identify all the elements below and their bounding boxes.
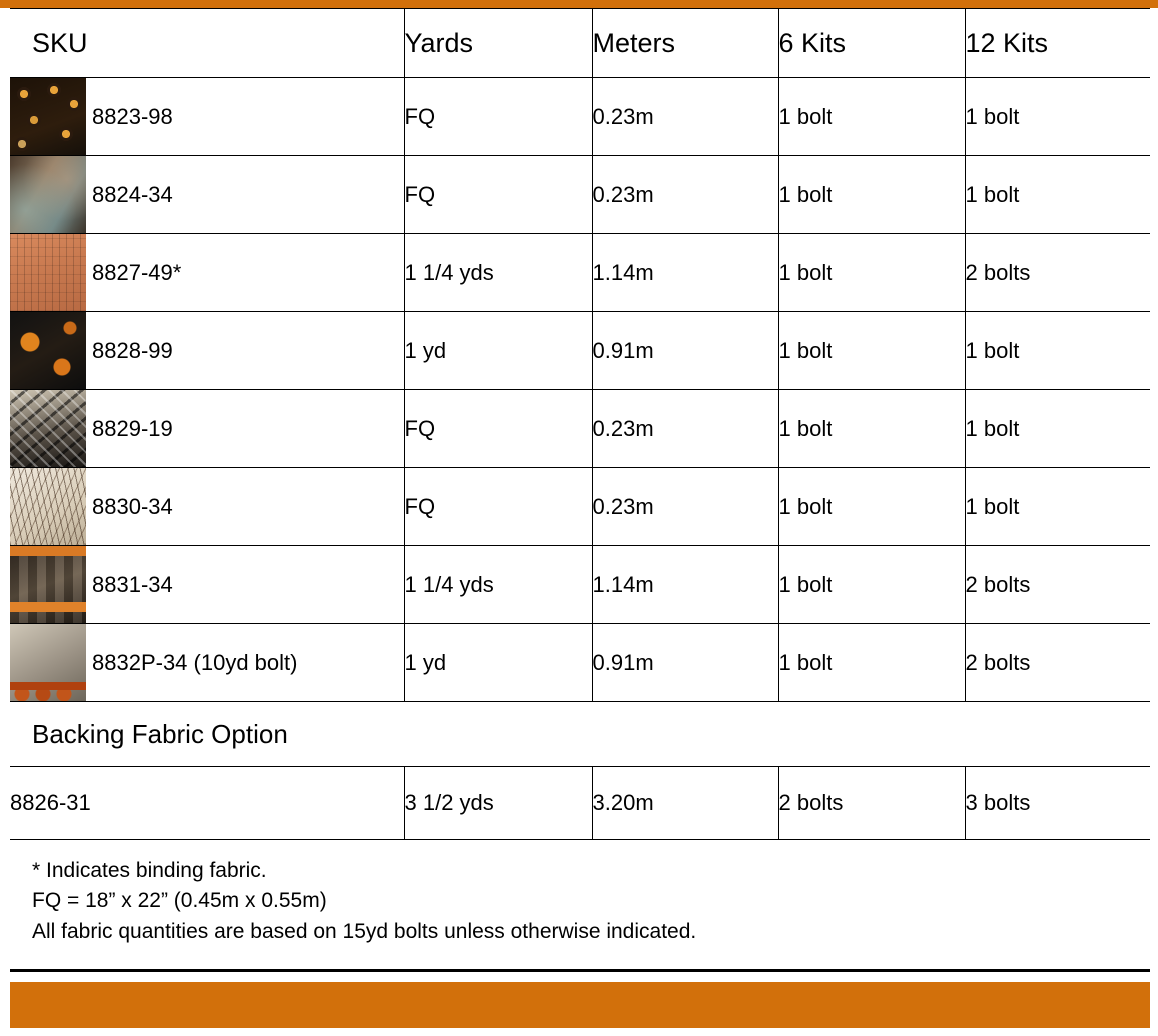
cell-12-kits: 2 bolts: [965, 234, 1150, 312]
cell-12-kits: 1 bolt: [965, 312, 1150, 390]
cell-sku: 8832P-34 (10yd bolt): [92, 624, 404, 702]
cell-meters: 3.20m: [592, 767, 778, 840]
table-row: [10, 78, 1150, 156]
cell-6-kits: 1 bolt: [778, 78, 965, 156]
cell-12-kits: 1 bolt: [965, 156, 1150, 234]
cell-meters: 0.91m: [592, 312, 778, 390]
cell-6-kits: 1 bolt: [778, 156, 965, 234]
cell-6-kits: 1 bolt: [778, 390, 965, 468]
column-header-meters: Meters: [592, 9, 778, 78]
cell-yards: FQ: [404, 78, 592, 156]
cell-sku: 8831-34: [92, 546, 404, 624]
fabric-swatch-8824-34: [10, 156, 86, 233]
fabric-requirements-table: [10, 8, 1150, 972]
fabric-swatch-8830-34: [10, 468, 86, 545]
cell-sku: 8830-34: [92, 468, 404, 546]
fabric-swatch-8827-49: [10, 234, 86, 311]
table-row-backing: [10, 767, 1150, 840]
cell-yards: FQ: [404, 468, 592, 546]
fabric-swatch-cell: [10, 156, 92, 234]
table-header: [10, 9, 1150, 78]
cell-6-kits: 1 bolt: [778, 234, 965, 312]
column-header-12-kits: 12 Kits: [965, 9, 1150, 78]
notes-cell: [10, 840, 1150, 971]
cell-12-kits: 1 bolt: [965, 468, 1150, 546]
cell-yards: 3 1/2 yds: [404, 767, 592, 840]
column-header-yards: Yards: [404, 9, 592, 78]
cell-6-kits: 1 bolt: [778, 312, 965, 390]
cell-meters: 0.23m: [592, 468, 778, 546]
cell-yards: 1 1/4 yds: [404, 546, 592, 624]
cell-meters: 0.23m: [592, 390, 778, 468]
fabric-swatch-cell: [10, 78, 92, 156]
backing-fabric-section-title: Backing Fabric Option: [10, 702, 1150, 767]
fabric-swatch-cell: [10, 546, 92, 624]
table-body: [10, 78, 1150, 971]
cell-12-kits: 3 bolts: [965, 767, 1150, 840]
cell-yards: FQ: [404, 156, 592, 234]
fabric-swatch-8823-98: [10, 78, 86, 155]
fabric-swatch-8832P-34: [10, 624, 86, 701]
table-row: [10, 312, 1150, 390]
note-bolt-basis: All fabric quantities are based on 15yd bolts unless otherwise indicated.: [32, 919, 697, 943]
note-binding-fabric: * Indicates binding fabric.: [32, 859, 267, 882]
cell-yards: 1 1/4 yds: [404, 234, 592, 312]
cell-sku: 8824-34: [92, 156, 404, 234]
cell-6-kits: 2 bolts: [778, 767, 965, 840]
cell-12-kits: 2 bolts: [965, 546, 1150, 624]
table-row: [10, 234, 1150, 312]
cell-meters: 0.91m: [592, 624, 778, 702]
bottom-accent-bar: [10, 982, 1150, 1028]
cell-sku: 8826-31: [10, 767, 404, 840]
cell-6-kits: 1 bolt: [778, 468, 965, 546]
fabric-swatch-cell: [10, 234, 92, 312]
fabric-swatch-cell: [10, 390, 92, 468]
cell-meters: 1.14m: [592, 234, 778, 312]
cell-12-kits: 1 bolt: [965, 390, 1150, 468]
cell-6-kits: 1 bolt: [778, 546, 965, 624]
fabric-swatch-8828-99: [10, 312, 86, 389]
table-row: [10, 390, 1150, 468]
cell-6-kits: 1 bolt: [778, 624, 965, 702]
cell-sku: 8829-19: [92, 390, 404, 468]
column-header-6-kits: 6 Kits: [778, 9, 965, 78]
table-row: [10, 624, 1150, 702]
header-row: [10, 9, 1150, 78]
cell-meters: 0.23m: [592, 156, 778, 234]
top-accent-bar: [0, 0, 1158, 8]
table-row: [10, 156, 1150, 234]
table-row: [10, 468, 1150, 546]
table-row: [10, 546, 1150, 624]
cell-meters: 1.14m: [592, 546, 778, 624]
fabric-swatch-cell: [10, 312, 92, 390]
cell-yards: FQ: [404, 390, 592, 468]
section-header-row: [10, 702, 1150, 767]
cell-meters: 0.23m: [592, 78, 778, 156]
fabric-swatch-cell: [10, 468, 92, 546]
cell-12-kits: 1 bolt: [965, 78, 1150, 156]
column-header-sku: SKU: [10, 9, 404, 78]
fabric-swatch-8829-19: [10, 390, 86, 467]
cell-12-kits: 2 bolts: [965, 624, 1150, 702]
cell-sku: 8823-98: [92, 78, 404, 156]
cell-sku: 8828-99: [92, 312, 404, 390]
fabric-swatch-8831-34: [10, 546, 86, 623]
cell-sku: 8827-49*: [92, 234, 404, 312]
fabric-swatch-cell: [10, 624, 92, 702]
note-fq-definition: FQ = 18” x 22” (0.45m x 0.55m): [32, 889, 327, 913]
cell-yards: 1 yd: [404, 312, 592, 390]
notes-row: [10, 840, 1150, 971]
cell-yards: 1 yd: [404, 624, 592, 702]
